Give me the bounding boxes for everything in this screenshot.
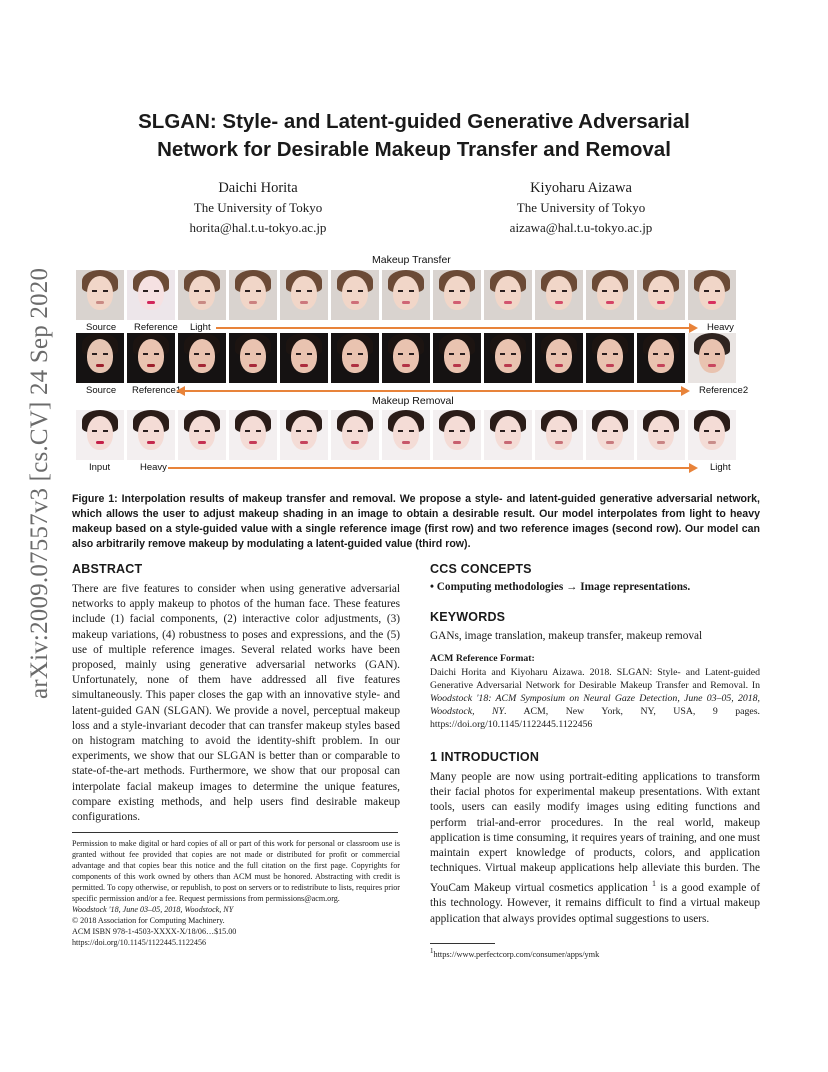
face-thumbnail xyxy=(178,270,226,320)
face-thumbnail xyxy=(586,333,634,383)
face-thumbnail xyxy=(76,333,124,383)
acm-ref-part-b: . ACM, New York, NY, USA, 9 pages. https://doi.org/10.1145/1122445.1122456 xyxy=(430,706,760,730)
acm-ref-venue: Woodstock '18: ACM Symposium on Neural Gaze Detection, June 03–05, 2018, Woodstock, NY xyxy=(430,693,760,717)
face-thumbnail xyxy=(229,333,277,383)
label-reference2: Reference2 xyxy=(699,385,749,396)
author-name: Daichi Horita xyxy=(218,180,298,196)
arxiv-stamp: arXiv:2009.07557v3 [cs.CV] 24 Sep 2020 xyxy=(26,267,53,699)
author-email[interactable]: horita@hal.t.u-tokyo.ac.jp xyxy=(189,220,327,235)
face-thumbnail xyxy=(331,333,379,383)
face-thumbnail xyxy=(484,270,532,320)
face-thumbnail xyxy=(535,410,583,460)
venue-line: Woodstock '18, June 03–05, 2018, Woodstock, NY xyxy=(72,905,234,914)
permission-text: Permission to make digital or hard copies of all or part of this work for personal or classroom use is granted without fee provided that copies are not made or distributed for profit or commercial advantage and that copies bear this notice and the full citation on the first page. Copyrights for components of this work owned by others than ACM must be honored. Abstracting with credit is permitted. To copy otherwise, or republish, to post on servers or to redistribute to lists, requires prior specific permission and/or a fee. Request permissions from permissions@acm.org. xyxy=(72,839,400,903)
keywords-heading: KEYWORDS xyxy=(430,610,506,624)
figure-removal-title: Makeup Removal xyxy=(372,395,454,407)
title-line-1: SLGAN: Style- and Latent-guided Generative Adversarial xyxy=(138,110,690,133)
figure-row-transfer-two-refs xyxy=(76,333,736,383)
label-reference1: Reference1 xyxy=(132,385,182,396)
face-thumbnail xyxy=(127,410,175,460)
author-affiliation: The University of Tokyo xyxy=(516,200,646,215)
author-affiliation: The University of Tokyo xyxy=(193,200,323,215)
footnote-number: 1 xyxy=(430,948,434,955)
face-thumbnail xyxy=(229,270,277,320)
figure-row-removal xyxy=(76,410,736,460)
ccs-text: • Computing methodologies → Image representations. xyxy=(430,581,691,593)
face-thumbnail xyxy=(76,270,124,320)
label-source: Source xyxy=(86,385,117,396)
face-thumbnail xyxy=(331,270,379,320)
face-thumbnail xyxy=(484,333,532,383)
figure-transfer-title: Makeup Transfer xyxy=(372,254,451,266)
face-thumbnail xyxy=(178,410,226,460)
label-heavy: Heavy xyxy=(140,462,167,473)
keywords-text: GANs, image translation, makeup transfer, makeup removal xyxy=(430,630,703,642)
face-thumbnail xyxy=(76,410,124,460)
author-block-2 xyxy=(431,178,731,238)
label-reference: Reference xyxy=(134,322,178,333)
arrowhead-right-icon xyxy=(689,323,698,333)
face-thumbnail xyxy=(127,333,175,383)
intro-part-a: Many people are now using portrait-editing applications to transform their facial photos for experimental makeup presentations. With extant tools, users can easily modify images using editing functions and perform trial-and-error procedures. In the real world, makeup application is time consuming, it requires years of training, and one must maintain expert knowledge of products, colors, and application techniques. Virtual makeup applications help alleviate this burden. The YouCam Makeup virtual cosmetics application xyxy=(430,771,760,895)
face-thumbnail xyxy=(433,270,481,320)
face-thumbnail xyxy=(637,270,685,320)
figure-row-transfer-single xyxy=(76,270,736,320)
copyright-line: © 2018 Association for Computing Machinery. xyxy=(72,916,225,925)
face-thumbnail xyxy=(535,333,583,383)
face-thumbnail xyxy=(586,270,634,320)
title-line-2: Network for Desirable Makeup Transfer and Removal xyxy=(157,138,671,161)
intro-footnote-divider xyxy=(430,943,495,944)
face-thumbnail xyxy=(178,333,226,383)
face-thumbnail xyxy=(637,333,685,383)
face-thumbnail xyxy=(688,333,736,383)
footnote-mark[interactable]: 1 xyxy=(652,879,657,889)
author-block-1 xyxy=(108,178,408,238)
isbn-line: ACM ISBN 978-1-4503-XXXX-X/18/06…$15.00 xyxy=(72,927,237,936)
arrow-light-to-heavy xyxy=(216,327,690,329)
face-thumbnail xyxy=(382,333,430,383)
author-name: Kiyoharu Aizawa xyxy=(530,180,632,196)
label-light: Light xyxy=(710,462,731,473)
intro-footnote xyxy=(430,948,599,959)
label-input: Input xyxy=(89,462,111,473)
author-email[interactable]: aizawa@hal.t.u-tokyo.ac.jp xyxy=(509,220,653,235)
face-thumbnail xyxy=(229,410,277,460)
face-thumbnail xyxy=(433,410,481,460)
abstract-text: There are five features to consider when using generative adversarial networks to apply makeup to photos of the human face. These features include (1) facial components, (2) interactive color adjustments, (3) makeup variations, (4) robustness to poses and expressions, and the (5) use of multiple reference images. Several related works have been proposed, mainly using generative adversarial networks (GAN). Unfortunately, none of them have addressed all five features simultaneously. This paper closes the gap with an innovative style- and latent-guided GAN (SLGAN). We provide a novel, perceptual makeup loss and a style-invariant decoder that can transfer makeup styles based on histogram matching to avoid the identity-shift problem. In our experiments, we show that our SLGAN is better than or comparable to state-of-the-art methods. Furthermore, we show that our proposal can interpolate facial makeup images to determine the unique features, compare existing methods, and help users find desirable makeup configurations. xyxy=(72,583,400,824)
face-thumbnail xyxy=(688,270,736,320)
face-thumbnail xyxy=(382,270,430,320)
face-thumbnail xyxy=(382,410,430,460)
arrow-ref1-to-ref2 xyxy=(184,390,682,392)
footnote-divider xyxy=(72,832,398,833)
permission-block xyxy=(72,838,400,948)
face-thumbnail xyxy=(637,410,685,460)
acm-ref-part-a: Daichi Horita and Kiyoharu Aizawa. 2018. SLGAN: Style- and Latent-guided Generative Adversarial Network for Desirable Makeup Transfer and Removal. In xyxy=(430,667,760,691)
face-thumbnail xyxy=(280,333,328,383)
face-thumbnail xyxy=(433,333,481,383)
label-light: Light xyxy=(190,322,211,333)
label-heavy: Heavy xyxy=(707,322,734,333)
intro-heading: 1 INTRODUCTION xyxy=(430,750,540,764)
figure-caption: Figure 1: Interpolation results of makeup transfer and removal. We propose a style- and latent-guided generative adversarial network, which allows the user to adjust makeup shading in an image to obtain a desirable result. Our model interpolates from light to heavy makeup based on a style-guided value with a single reference image (first row) and two reference images (second row). Our model can also arbitrarily remove makeup by modulating a latent-guided value (third row). xyxy=(72,493,760,550)
face-thumbnail xyxy=(688,410,736,460)
acm-ref-heading: ACM Reference Format: xyxy=(430,653,535,664)
footnote-url[interactable]: https://www.perfectcorp.com/consumer/apps/ymk xyxy=(433,949,600,959)
arrow-heavy-to-light xyxy=(168,467,690,469)
abstract-heading: ABSTRACT xyxy=(72,562,143,576)
face-thumbnail xyxy=(331,410,379,460)
arrowhead-right-icon xyxy=(689,463,698,473)
face-thumbnail xyxy=(484,410,532,460)
arrowhead-right-icon xyxy=(681,386,690,396)
acm-ref-text xyxy=(430,666,760,731)
face-thumbnail xyxy=(535,270,583,320)
face-thumbnail xyxy=(280,270,328,320)
intro-part-b: is a good example of this technology. However, it remains difficult to find a virtual makeup application that always provides optimal suggestions to users. xyxy=(430,882,760,925)
face-thumbnail xyxy=(280,410,328,460)
paper-title xyxy=(60,108,768,164)
ccs-heading: CCS CONCEPTS xyxy=(430,562,532,576)
label-source: Source xyxy=(86,322,117,333)
face-thumbnail xyxy=(586,410,634,460)
doi-link[interactable]: https://doi.org/10.1145/1122445.1122456 xyxy=(72,938,207,947)
intro-text xyxy=(430,770,760,927)
face-thumbnail xyxy=(127,270,175,320)
